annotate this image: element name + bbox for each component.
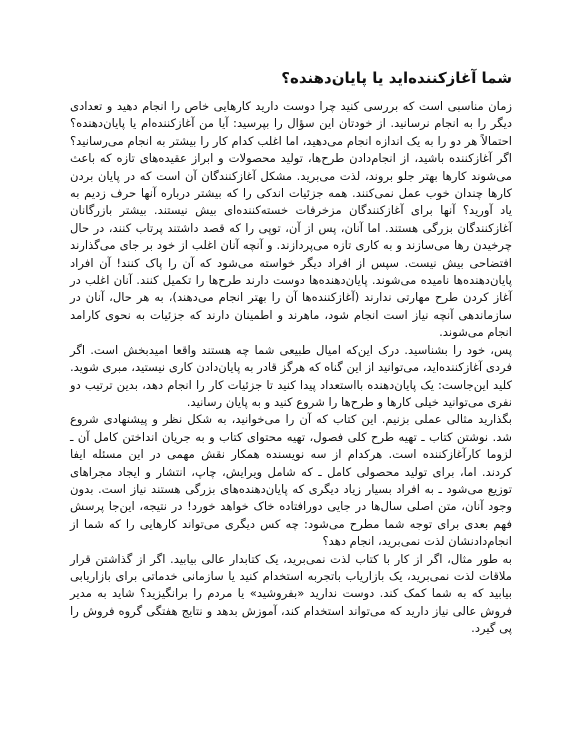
document-body (70, 98, 512, 638)
paragraph-2: پس، خود را بشناسید. درک این‌که امیال طبیعی شما چه هستند واقعا امیدبخش است. اگر فردی آغازکننده‌اید، می‌توانید از این گناه که هرگز قادر به پایان‌دادن کاری نیستید، مبری شوید. کلید این‌جاست: یک پایان‌دهنده بااستعداد پیدا کنید تا جزئیات کار را انجام دهد، بدین ترتیب دو نفری می‌توانید خیلی کارها و طرح‌ها را شروع کنید و به پایان رسانید. (69, 342, 512, 409)
paragraph-1: زمان مناسبی است که بررسی کنید چرا دوست دارید کارهایی خاص را انجام دهید و تعدادی دیگر را به انجام نرسانید. از خودتان این سؤال را بپرسید: آیا من آغازکننده‌ام یا پایان‌دهنده؟ احتمالاً هر دو را به یک اندازه انجام می‌دهید، اما اغلب کدام کار را بیشتر به انجام می‌رسانید؟ اگر آغازکننده باشید، از انجام‌دادن طرح‌ها، تولید محصولات و ابراز عقیده‌های تازه که باعث می‌شوند کارها بهتر جلو بروند، لذت می‌برید. مشکل آغازکنندگان آن است که در پایان بردن کارها چندان خوب عمل نمی‌کنند. همه جزئیات اندکی را که بیشتر درباره آنها حرف زدیم به یاد آورید؟ آنها برای آغازکنندگان مزخرفات خسته‌کننده‌ای بیش نیستند. بیشتر بازرگانان آغازکنندگان بزرگی هستند. اما آنان، پس از آن، توپی را که قصد داشتند پرتاب کنند، در حال چرخیدن رها می‌سازند و به کاری تازه می‌پردازند. و آنچه آنان اغلب از خود بر جای می‌گذارند افتضاحی بیش نیست. سپس از افراد دیگر خواسته می‌شود که آن را پاک کنند! آن افراد پایان‌دهنده‌ها نامیده می‌شوند. پایان‌دهنده‌ها دوست دارند طرح‌ها را تکمیل کنند. آنان اغلب در آغاز کردن طرح مهارتی ندارند (آغازکننده‌ها آن را بهتر انجام می‌دهند)، به هر حال، آنان در سازماندهی آنچه نیاز است انجام شود، ماهرند و اطمینان دارند که جزئیات به نحوی کارامد انجام می‌شوند. (70, 99, 512, 340)
document-title: شما آغازکننده‌اید یا پایان‌دهنده؟ (281, 69, 512, 87)
paragraph-4: به طور مثال، اگر از کار با کتاب لذت نمی‌برید، یک کتابدار عالی بیابید. اگر از گذاشتن قرار ملاقات لذت نمی‌برید، یک بازاریاب باتجربه استخدام کنید یا سازمانی خدماتی برای بازاریابی بیابید که به شما کمک کند. دوست ندارید «بفروشید» یا مردم را برانگیزید؟ شاید به مدیر فروش عالی نیاز دارید که می‌تواند استخدام کند، آموزش بدهد و نتایج هفتگی گروه فروش را پی گیرد. (70, 551, 512, 636)
paragraph-3: بگذارید مثالی عملی بزنیم. این کتاب که آن را می‌خوانید، به شکل نظر و پیشنهادی شروع شد. نوشتن کتاب ـ تهیه طرح کلی فصول، تهیه محتوای کتاب و به جریان انداختن کامل آن ـ لزوما کارآغازکننده است. هرکدام از سه نویسنده همکار نقش مهمی در این مسئله ایفا کردند. اما، برای تولید محصولی کامل ـ که شامل ویرایش، چاپ، انتشار و ایجاد مجراهای توزیع می‌شود ـ به افراد بسیار زیاد دیگری که پایان‌دهنده‌های بزرگی هستند نیاز است. بدون وجود آنان، متن اصلی سال‌ها در جایی دورافتاده خاک خواهد خورد! در نتیجه، این‌جا پرسش فهم بعدی برای توجه شما مطرح می‌شود: چه کس دیگری می‌تواند کارهایی را که شما از انجام‌دادنشان لذت نمی‌برید، انجام دهد؟ (70, 412, 512, 549)
